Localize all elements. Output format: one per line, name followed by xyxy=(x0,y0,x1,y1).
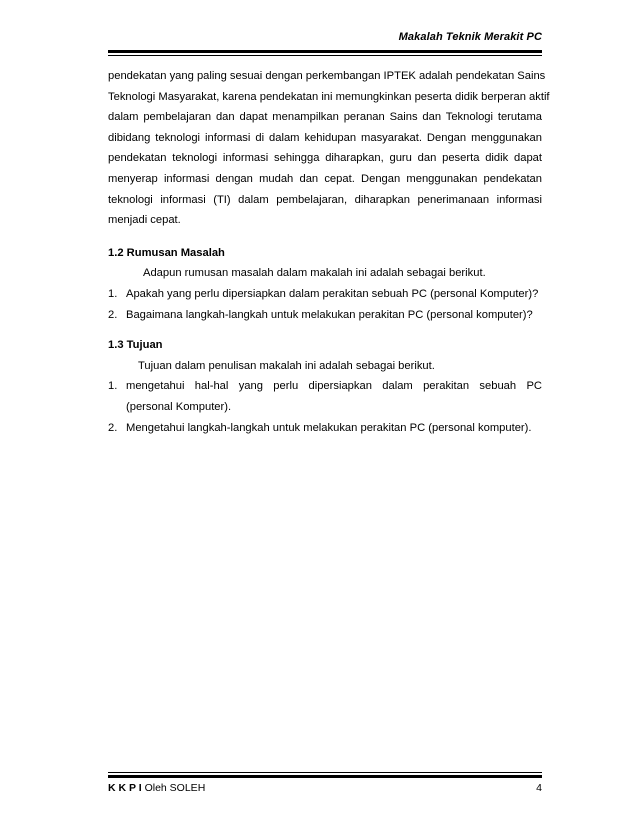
section-heading-tujuan: 1.3 Tujuan xyxy=(108,339,163,352)
paragraph-line: menyerap informasi dengan mudah dan cepat. Dengan menggunakan pendekatan xyxy=(108,172,542,185)
list-item xyxy=(108,376,542,417)
paragraph-line: teknologi informasi (TI) dalam pembelajaran, diharapkan penerimanaan informasi xyxy=(108,193,542,206)
rumusan-list xyxy=(108,284,542,325)
page-content xyxy=(108,66,550,438)
list-number: 2. xyxy=(108,308,118,321)
list-item xyxy=(108,418,542,439)
header-rule-thick xyxy=(108,50,542,53)
footer-author-name: Oleh SOLEH xyxy=(144,782,206,794)
footer-author xyxy=(108,782,205,794)
list-item xyxy=(108,305,542,326)
paragraph-line: Teknologi Masyarakat, karena pendekatan ini memungkinkan peserta didik berperan aktif xyxy=(108,90,550,103)
list-item xyxy=(108,284,542,305)
list-text-line: mengetahui hal-hal yang perlu dipersiapkan dalam perakitan sebuah PC xyxy=(126,380,542,393)
section-heading-rumusan-masalah: 1.2 Rumusan Masalah xyxy=(108,246,225,259)
list-number: 1. xyxy=(108,380,118,393)
paragraph-line: pendekatan yang paling sesuai dengan perkembangan IPTEK adalah pendekatan Sains xyxy=(108,70,546,82)
paragraph-line: dibidang teknologi informasi di dalam kehidupan masyarakat. Dengan menggunakan xyxy=(108,131,542,144)
list-number: 2. xyxy=(108,421,118,434)
list-number: 1. xyxy=(108,287,118,300)
footer-rule-thick xyxy=(108,775,542,778)
header-rule-thin xyxy=(108,55,542,56)
list-text-line: (personal Komputer). xyxy=(126,400,232,413)
list-text: Apakah yang perlu dipersiapkan dalam perakitan sebuah PC (personal Komputer)? xyxy=(126,287,539,300)
footer-org: K K P I xyxy=(108,782,142,794)
paragraph-line: menjadi cepat. xyxy=(108,214,181,227)
section-intro-rumusan: Adapun rumusan masalah dalam makalah ini adalah sebagai berikut. xyxy=(143,267,486,280)
list-text: Mengetahui langkah-langkah untuk melakukan perakitan PC (personal komputer). xyxy=(126,421,532,434)
page-number: 4 xyxy=(536,782,542,794)
section-intro-tujuan: Tujuan dalam penulisan makalah ini adalah sebagai berikut. xyxy=(138,359,435,372)
list-text xyxy=(126,376,542,417)
list-text: Bagaimana langkah-langkah untuk melakukan perakitan PC (personal komputer)? xyxy=(126,308,533,321)
tujuan-list xyxy=(108,376,542,438)
footer-rule-thin xyxy=(108,772,542,773)
header-title: Makalah Teknik Merakit PC xyxy=(398,31,542,43)
paragraph-line: pendekatan teknologi informasi sehingga diharapkan, guru dan peserta didik dapat xyxy=(108,152,542,165)
intro-paragraph xyxy=(108,66,550,231)
paragraph-line: dalam pembelajaran dan dapat menampilkan peranan Sains dan Teknologi terutama xyxy=(108,111,542,124)
